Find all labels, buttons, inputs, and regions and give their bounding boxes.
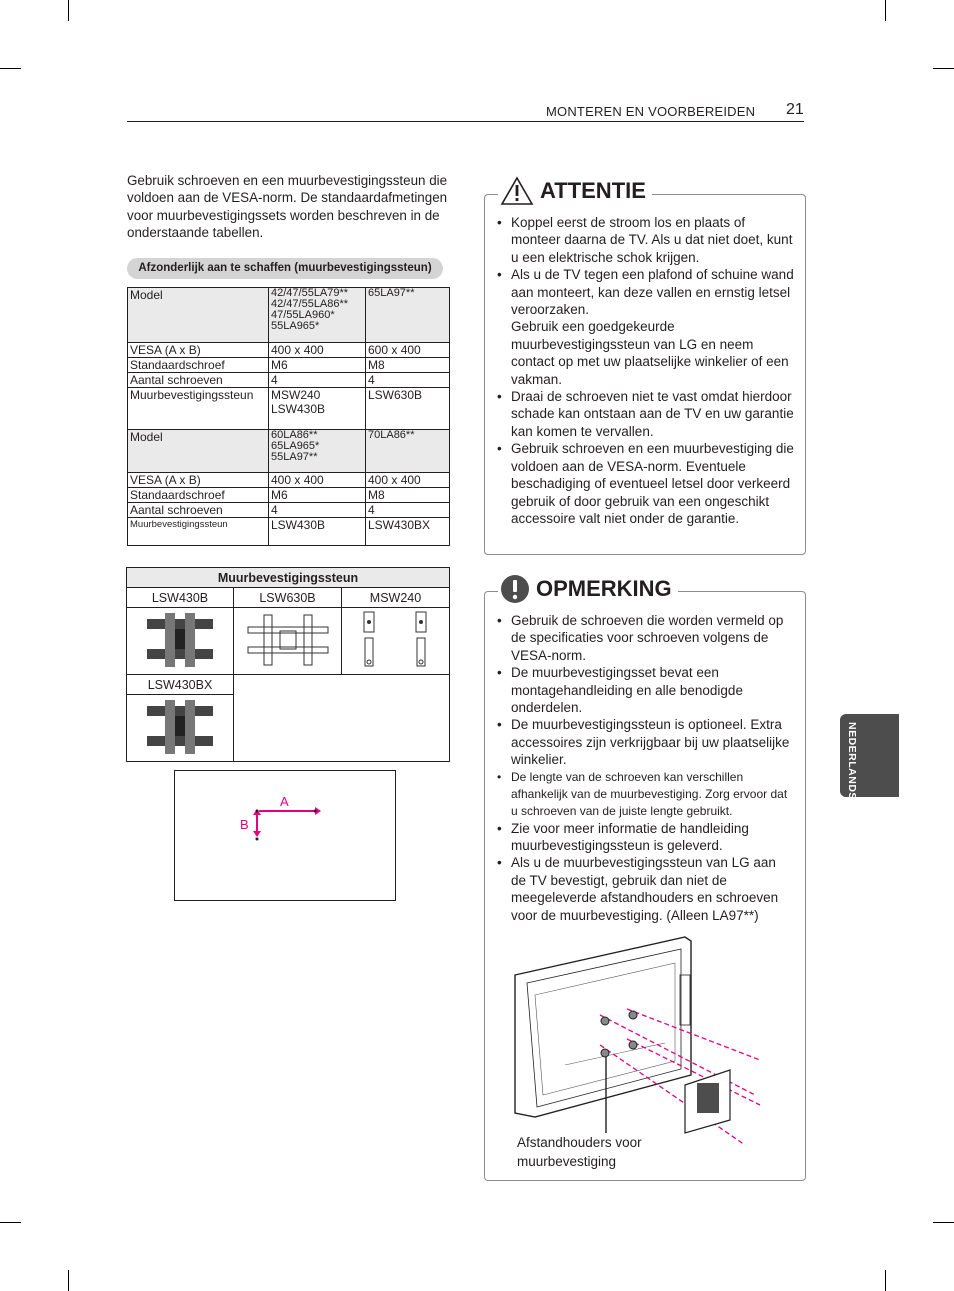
table-header: Muurbevestigingssteun <box>127 568 450 588</box>
mount-name: MSW240 <box>271 388 321 402</box>
table-caption-pill: Afzonderlijk aan te schaffen (muurbevestigingssteun) <box>127 258 443 279</box>
crop-mark <box>0 1222 21 1223</box>
table-cell <box>366 288 450 343</box>
table-cell: 4 <box>366 373 450 388</box>
table-cell: M6 <box>269 488 366 503</box>
lsw630b-bracket-illustration <box>246 611 330 669</box>
msw240-bracket-illustration <box>356 610 436 670</box>
table-cell: Standaardschroef <box>128 358 269 373</box>
table-row <box>127 568 450 588</box>
table-row <box>128 518 450 546</box>
warning-triangle-icon <box>500 176 534 206</box>
table-cell: LSW430BX <box>366 518 450 546</box>
table-row <box>128 430 450 473</box>
mount-name: LSW430B <box>271 402 326 416</box>
attentie-heading <box>498 176 652 206</box>
model-name: 65LA965* <box>271 440 320 452</box>
vesa-diagram <box>174 770 396 901</box>
table-row <box>128 288 450 343</box>
language-tab <box>840 714 899 800</box>
table-cell: Aantal schroeven <box>128 503 269 518</box>
table-cell: M8 <box>366 488 450 503</box>
crop-mark <box>68 1270 69 1291</box>
illustration-caption: Afstandhouders voor muurbevestiging <box>517 1135 642 1169</box>
table-row <box>127 608 450 675</box>
opmerking-title: OPMERKING <box>536 576 672 601</box>
table-cell: Muurbevestigingssteun <box>128 388 269 430</box>
table-cell: VESA (A x B) <box>128 343 269 358</box>
table-cell <box>342 608 450 675</box>
opmerking-heading <box>498 574 678 604</box>
table-cell: 600 x 400 <box>366 343 450 358</box>
table-cell: Aantal schroeven <box>128 373 269 388</box>
model-name: 47/55LA960* <box>271 309 335 321</box>
table-row <box>128 473 450 488</box>
table-row <box>128 388 450 430</box>
list-item: • De muurbevestigingssteun is optioneel. Extra accessoires zijn verkrijgbaar bij uw plaatselijke winkelier. <box>497 716 794 768</box>
list-item: • Gebruik schroeven en een muurbevestiging die voldoen aan de VESA-norm. Eventuele beschadiging of eventueel letsel door verkeerd gebruik of door gebruik van een ongeschikt accessoire valt niet onder de garantie. <box>497 440 794 527</box>
table-cell: M6 <box>269 358 366 373</box>
table-cell: LSW430BX <box>127 675 234 695</box>
list-item <box>497 318 794 388</box>
mount-bracket-table <box>126 567 450 762</box>
intro-paragraph: Gebruik schroeven en een muurbevestigingssteun die voldoen aan de VESA-norm. De standaardafmetingen voor muurbevestigingssets worden beschreven in de onderstaande tabellen. <box>127 173 448 241</box>
table-cell: 400 x 400 <box>269 473 366 488</box>
tv-wall-mount-illustration <box>505 935 775 1160</box>
crop-mark <box>885 1270 886 1291</box>
table-cell: LSW630B <box>234 588 342 608</box>
table-row <box>127 588 450 608</box>
table-cell: VESA (A x B) <box>128 473 269 488</box>
table-cell: Standaardschroef <box>128 488 269 503</box>
crop-mark <box>0 68 21 69</box>
table-row <box>128 373 450 388</box>
table-row <box>128 343 450 358</box>
table-cell: LSW430B <box>127 588 234 608</box>
table-row <box>128 503 450 518</box>
crop-mark <box>68 0 69 21</box>
model-name: 42/47/55LA79** <box>271 287 349 299</box>
crop-mark <box>885 0 886 21</box>
list-item: • Draai de schroeven niet te vast omdat hierdoor schade kan ontstaan aan de TV en uw garantie kan komen te vervallen. <box>497 388 794 440</box>
table-cell: Model <box>128 288 269 343</box>
lsw430bx-bracket-illustration <box>145 698 215 756</box>
table-cell: 400 x 400 <box>366 473 450 488</box>
table-cell: 4 <box>366 503 450 518</box>
table-cell: 4 <box>269 373 366 388</box>
table-cell: MSW240 <box>342 588 450 608</box>
language-tab-label: NEDERLANDS <box>846 722 858 800</box>
table-cell: LSW630B <box>366 388 450 430</box>
header-divider <box>127 121 804 122</box>
table-cell <box>127 608 234 675</box>
dimension-label-b: B <box>240 817 249 832</box>
model-name: 42/47/55LA86** <box>271 298 349 310</box>
table-cell: 4 <box>269 503 366 518</box>
model-name: 65LA97** <box>368 287 415 299</box>
attentie-title: ATTENTIE <box>540 178 646 203</box>
crop-mark <box>933 68 954 69</box>
table-cell: LSW430B <box>269 518 366 546</box>
model-name: 55LA965* <box>271 320 320 332</box>
list-item: • Zie voor meer informatie de handleiding muurbevestigingssteun is geleverd. <box>497 820 794 855</box>
table-cell <box>269 288 366 343</box>
opmerking-list <box>497 612 794 924</box>
table-row <box>128 358 450 373</box>
lsw430b-bracket-illustration <box>145 611 215 669</box>
section-title: MONTEREN EN VOORBEREIDEN <box>546 104 756 119</box>
attentie-list <box>497 214 794 527</box>
vesa-arrows <box>175 771 395 900</box>
vesa-spec-table <box>127 287 450 546</box>
table-row <box>128 488 450 503</box>
table-cell <box>234 608 342 675</box>
list-item: • De muurbevestigingsset bevat een montagehandleiding en alle benodigde onderdelen. <box>497 664 794 716</box>
table-cell: 400 x 400 <box>269 343 366 358</box>
table-cell <box>269 388 366 430</box>
table-cell <box>366 430 450 473</box>
table-cell: Muurbevestigingssteun <box>128 518 269 546</box>
list-item: • De lengte van de schroeven kan verschillen afhankelijk van de muurbevestiging. Zorg ervoor dat u schroeven van de juiste lengte gebruikt. <box>497 769 794 820</box>
crop-mark <box>933 1222 954 1223</box>
list-item: • Koppel eerst de stroom los en plaats of monteer daarna de TV. Als u dat niet doet, kunt u een elektrische schok krijgen. <box>497 214 794 266</box>
exclamation-circle-icon <box>500 574 530 604</box>
list-item: • Als u de TV tegen een plafond of schuine wand aan monteert, kan deze vallen en ernstig letsel veroorzaken. <box>497 266 794 318</box>
list-item-text: Gebruik een goedgekeurde muurbevestigingssteun van LG en neem contact op met uw plaatselijke winkelier of een vakman. <box>511 319 789 387</box>
page-number: 21 <box>786 101 804 118</box>
table-cell <box>269 430 366 473</box>
model-name: 60LA86** <box>271 429 318 441</box>
table-row <box>127 675 450 695</box>
list-item: • Gebruik de schroeven die worden vermeld op de specificaties voor schroeven volgens de VESA-norm. <box>497 612 794 664</box>
table-cell: M8 <box>366 358 450 373</box>
model-name: 70LA86** <box>368 429 415 441</box>
dimension-label-a: A <box>280 794 289 809</box>
list-item: • Als u de muurbevestigingssteun van LG aan de TV bevestigt, gebruik dan niet de meegeleverde afstandhouders en schroeven voor de muurbevestiging. (Alleen LA97**) <box>497 854 794 924</box>
table-cell <box>234 675 450 762</box>
table-cell <box>127 695 234 762</box>
table-cell: Model <box>128 430 269 473</box>
model-name: 55LA97** <box>271 451 318 463</box>
